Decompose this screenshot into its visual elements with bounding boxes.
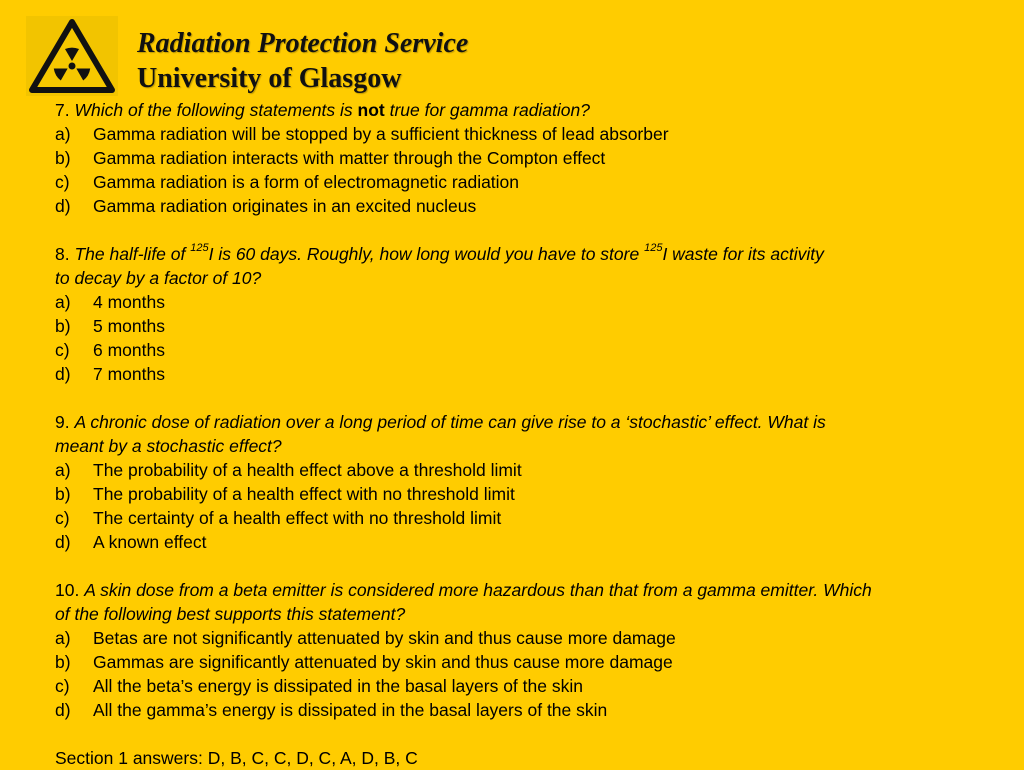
option-9c: c) The certainty of a health effect with no threshold limit (55, 508, 502, 528)
question-7 (55, 98, 1005, 218)
question-9-text: 9. A chronic dose of radiation over a long period of time can give rise to a ‘stochastic’ effect. What is (55, 412, 826, 432)
title-line-2: University of Glasgow (137, 63, 402, 94)
option-10d: d) All the gamma’s energy is dissipated in the basal layers of the skin (55, 700, 608, 720)
emphasis-not: not (357, 100, 385, 120)
question-7-text: 7. Which of the following statements is not true for gamma radiation? (55, 100, 590, 120)
header-title (137, 26, 468, 96)
option-10b: b) Gammas are significantly attenuated by skin and thus cause more damage (55, 652, 673, 672)
option-7a: a) Gamma radiation will be stopped by a sufficient thickness of lead absorber (55, 124, 669, 144)
question-8-text-line2: to decay by a factor of 10? (55, 268, 262, 288)
option-9b: b) The probability of a health effect with no threshold limit (55, 484, 515, 504)
question-10 (55, 578, 1005, 722)
option-8c: c) 6 months (55, 340, 165, 360)
option-7c: c) Gamma radiation is a form of electromagnetic radiation (55, 172, 520, 192)
option-7d: d) Gamma radiation originates in an excited nucleus (55, 196, 477, 216)
option-7b: b) Gamma radiation interacts with matter through the Compton effect (55, 148, 606, 168)
option-9d: d) A known effect (55, 532, 207, 552)
option-8b: b) 5 months (55, 316, 165, 336)
radiation-warning-icon (26, 16, 118, 96)
option-10a: a) Betas are not significantly attenuated by skin and thus cause more damage (55, 628, 676, 648)
option-9a: a) The probability of a health effect above a threshold limit (55, 460, 522, 480)
question-9 (55, 410, 1005, 554)
question-8 (55, 242, 1005, 386)
option-10c: c) All the beta’s energy is dissipated in the basal layers of the skin (55, 676, 583, 696)
question-10-text-line2: of the following best supports this statement? (55, 604, 406, 624)
section-answers: Section 1 answers: D, B, C, C, D, C, A, D, B, C (55, 748, 418, 768)
question-9-text-line2: meant by a stochastic effect? (55, 436, 282, 456)
title-line-1: Radiation Protection Service (137, 28, 469, 59)
option-8a: a) 4 months (55, 292, 165, 312)
option-8d: d) 7 months (55, 364, 165, 384)
quiz-content (55, 98, 1005, 770)
question-8-text: 8. The half-life of $^{125}$I is 60 days. Roughly, how long would you have to store $^{125}$I waste for its activity (55, 242, 824, 264)
question-10-text: 10. A skin dose from a beta emitter is considered more hazardous than that from a gamma emitter. Which (55, 580, 872, 600)
